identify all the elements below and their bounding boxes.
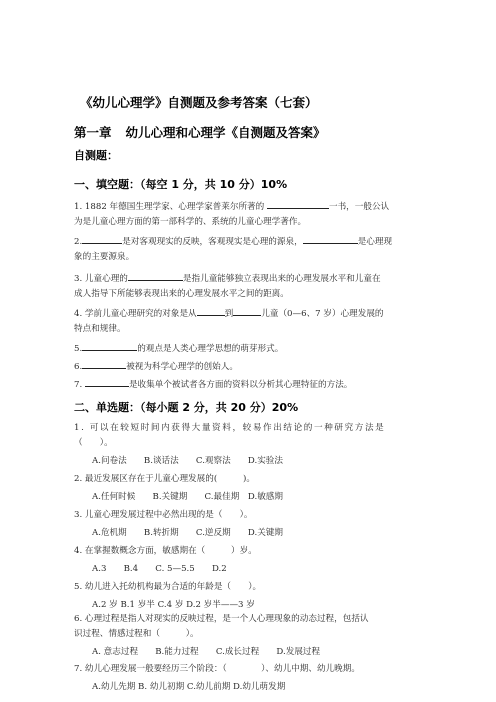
answer-blank [85,376,129,387]
choice-question-2-options: A.任何时候 B.关键期 C.最佳期 D.敏感期 [92,492,283,502]
answer-blank [303,233,358,244]
choice-question-3: 3. 儿童心理发展过程中必然出现的是（ ）。 [74,510,253,520]
answer-blank [128,270,183,281]
choice-question-3-options: A.危机期 B.转折期 C.逆反期 D.关键期 [92,528,283,538]
chapter-number: 第一章 [74,125,112,140]
answer-blank [82,233,122,244]
fill-question-7: 7. 是收集单个被试者各方面的资料以分析其心理特征的方法。 [74,376,426,393]
choice-question-6-cont: 识过程、情感过程和（ ）。 [74,629,199,639]
choice-question-5-options: A.2 岁 B.1 岁半 C.4 岁 D.2 岁半——3 岁 [92,600,255,610]
fill-question-4: 4. 学前儿童心理研究的对象是从 到 儿童（0—6、7 岁）心理发展的 特点和规律。 [74,305,426,337]
document-title: 《幼儿心理学》自测题及参考答案（七套） [80,95,318,110]
answer-blank [82,358,126,369]
choice-question-2: 2. 最近发展区存在于儿童心理发展的( )。 [74,474,255,484]
self-test-label: 自测题： [74,149,118,162]
section-fill-blank-heading: 一、填空题：（每空 1 分，共 10 分）10% [74,178,288,191]
fill-question-6: 6. 被视为科学心理学的创始人。 [74,358,426,375]
answer-blank [267,198,329,209]
fill-question-5: 5. 的观点是人类心理学思想的萌芽形式。 [74,340,426,357]
section-single-choice-heading: 二、单选题：（每小题 2 分，共 20 分）20% [74,401,299,414]
fill-question-1: 1. 1882 年德国生理学家、心理学家普莱尔所著的 一书，一般公认 为是儿童心理方面的第一部科学的、系统的儿童心理学著作。 [74,198,426,230]
choice-question-7: 7. 幼儿心理发展一般要经历三个阶段：（ ）、幼儿中期、幼儿晚期。 [74,664,360,674]
fill-question-3: 3. 儿童心理的 是指儿童能够独立表现出来的心理发展水平和儿童在 成人指导下所能够表现出来的心理发展水平之间的距离。 [74,270,426,302]
choice-question-5: 5. 幼儿进入托幼机构最为合适的年龄是（ ）。 [74,582,262,592]
fill-question-2: 2. 是对客观现实的反映，客观现实是心理的源泉， 是心理现 象的主要源泉。 [74,233,426,265]
chapter-name: 幼儿心理和心理学《自测题及答案》 [125,125,326,140]
choice-question-1-options: A.问卷法 B.谈话法 C.观察法 D.实验法 [92,456,283,466]
choice-question-1-cont: （ ）。 [74,438,113,448]
choice-question-7-options: A.幼儿先期 B. 幼儿初期 C.幼儿前期 D.幼儿萌发期 [92,682,286,692]
answer-blank [197,305,225,316]
choice-question-4-options: A.3 B.4 C. 5—5.5 D.2 [92,564,227,574]
answer-blank [82,340,137,351]
choice-question-1: 1. 可以在较短时间内获得大量资料，较易作出结论的一种研究方法是 [74,423,386,433]
choice-question-4: 4. 在掌握数概念方面，敏感期在（ ）岁。 [74,546,257,556]
chapter-heading [74,123,326,141]
choice-question-6-options: A. 意志过程 B.能力过程 C.成长过程 D.发展过程 [92,647,321,657]
answer-blank [233,305,261,316]
choice-question-6: 6. 心理过程是指人对现实的反映过程，是一个人心理现象的动态过程，包括认 [74,614,369,624]
